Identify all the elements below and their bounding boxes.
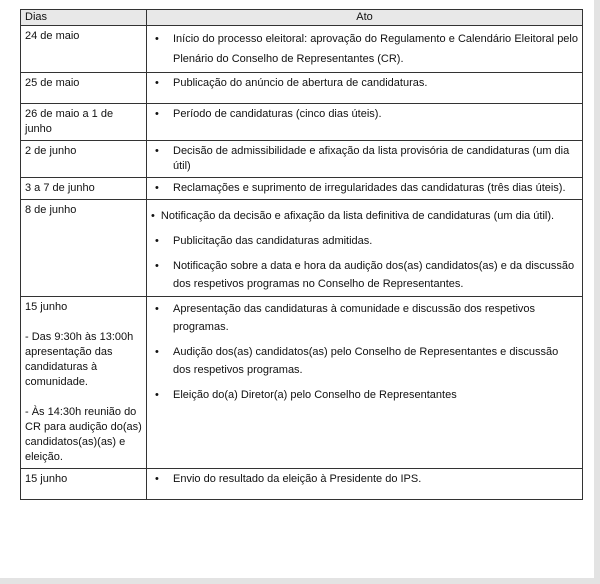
ato-cell: [147, 104, 583, 141]
list-item: [151, 29, 578, 69]
list-item: [151, 76, 578, 91]
ato-cell: [147, 200, 583, 297]
bullet-icon: •: [155, 235, 159, 247]
table-row: [21, 200, 583, 297]
dias-cell: 24 de maio: [21, 26, 147, 73]
bullet-icon: •: [155, 260, 159, 272]
ato-text: Audição dos(as) candidatos(as) pelo Conselho de Representantes e discussão dos respetivos programas.: [173, 346, 559, 376]
bullet-icon: •: [155, 77, 159, 89]
ato-cell: [147, 73, 583, 104]
table-header-row: [21, 10, 583, 26]
electoral-calendar-table: [20, 9, 583, 500]
list-item: [151, 386, 578, 404]
header-dias: Dias: [21, 10, 147, 26]
bullet-icon: •: [155, 473, 159, 485]
bullet-icon: •: [155, 145, 159, 157]
dias-cell: 2 de junho: [21, 141, 147, 178]
list-item: [151, 232, 578, 250]
ato-text: Publicação do anúncio de abertura de candidaturas.: [173, 77, 428, 89]
bullet-icon: •: [155, 108, 159, 120]
bullet-icon: •: [155, 346, 159, 358]
ato-cell: [147, 469, 583, 500]
list-item: [151, 207, 578, 225]
table-row: [21, 178, 583, 200]
ato-text: Período de candidaturas (cinco dias úteis).: [173, 108, 382, 120]
list-item: [151, 181, 578, 196]
table-row: [21, 469, 583, 500]
bullet-icon: •: [151, 210, 155, 222]
ato-text: Eleição do(a) Diretor(a) pelo Conselho de Representantes: [173, 389, 457, 401]
dias-cell: 8 de junho: [21, 200, 147, 297]
bullet-icon: •: [155, 389, 159, 401]
dias-cell: 15 junho: [21, 469, 147, 500]
list-item: [151, 107, 578, 122]
list-item: [151, 144, 578, 174]
table-row: [21, 141, 583, 178]
ato-text: Decisão de admissibilidade e afixação da lista provisória de candidaturas (um dia útil): [173, 145, 570, 172]
dias-cell: [21, 297, 147, 469]
dias-line: - Às 14:30h reunião do CR para audição do(as) candidatos(as)(as) e eleição.: [25, 406, 142, 463]
ato-text: Notificação sobre a data e hora da audição dos(as) candidatos(as) e da discussão dos respetivos programas no Conselho de Representantes.: [173, 260, 575, 290]
ato-text: Notificação da decisão e afixação da lista definitiva de candidaturas (um dia útil).: [160, 210, 555, 222]
dias-cell: 26 de maio a 1 de junho: [21, 104, 147, 141]
ato-cell: [147, 297, 583, 469]
bullet-icon: •: [155, 33, 159, 45]
list-item: [151, 300, 578, 336]
list-item: [151, 472, 578, 487]
ato-cell: [147, 26, 583, 73]
ato-text: Início do processo eleitoral: aprovação do Regulamento e Calendário Eleitoral pelo Plenário do Conselho de Representantes (CR).: [173, 33, 578, 65]
ato-text: Envio do resultado da eleição à Presidente do IPS.: [173, 473, 422, 485]
table-row: [21, 73, 583, 104]
table-row: [21, 26, 583, 73]
header-ato: Ato: [147, 10, 583, 26]
bullet-icon: •: [155, 303, 159, 315]
ato-cell: [147, 178, 583, 200]
dias-line: - Das 9:30h às 13:00h apresentação das candidaturas à comunidade.: [25, 331, 134, 388]
dias-cell: 3 a 7 de junho: [21, 178, 147, 200]
dias-line: 15 junho: [25, 301, 68, 313]
ato-text: Publicitação das candidaturas admitidas.: [173, 235, 373, 247]
list-item: [151, 343, 578, 379]
table-row: [21, 104, 583, 141]
ato-cell: [147, 141, 583, 178]
dias-cell: 25 de maio: [21, 73, 147, 104]
bullet-icon: •: [155, 182, 159, 194]
table-row: [21, 297, 583, 469]
list-item: [151, 257, 578, 293]
ato-text: Apresentação das candidaturas à comunidade e discussão dos respetivos programas.: [173, 303, 536, 333]
ato-text: Reclamações e suprimento de irregularidades das candidaturas (três dias úteis).: [173, 182, 566, 194]
